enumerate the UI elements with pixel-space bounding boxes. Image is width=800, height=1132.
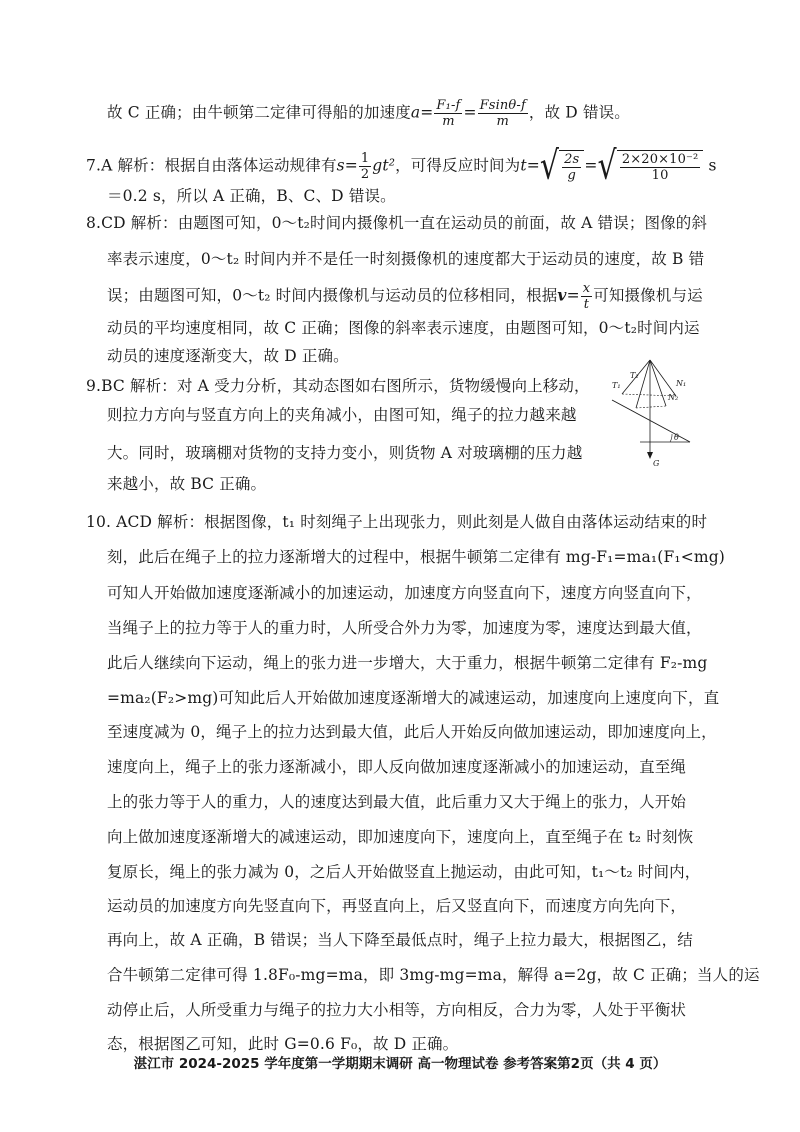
equals: = bbox=[566, 286, 580, 305]
line-27: 动停止后，人所受重力与绳子的拉力大小相等，方向相反，合力为零，人处于平衡状 bbox=[107, 1001, 687, 1019]
normal-n2-line bbox=[650, 360, 666, 406]
tension-t2-line bbox=[636, 360, 650, 408]
equals: = bbox=[420, 103, 434, 122]
numerator: 2×20×10⁻² bbox=[621, 152, 699, 167]
numerator: x bbox=[582, 281, 591, 296]
gravity-arrowhead bbox=[647, 452, 653, 459]
line-11: 大。同时，玻璃棚对货物的支持力变小，则货物 A 对玻璃棚的压力越 bbox=[107, 444, 583, 462]
line-20: 速度向上，绳子上的张力逐渐减小，即人反向做加速度逐渐减小的加速运动，直至绳 bbox=[107, 758, 687, 776]
page-footer: 湛江市 2024-2025 学年度第一学期期末调研 高一物理试卷 参考答案第2页（共 4 页） bbox=[133, 1056, 667, 1072]
equals: = bbox=[584, 156, 598, 175]
line-10: 则拉力方向与竖直方向上的夹角减小，由图可知，绳子的拉力越来越 bbox=[107, 406, 577, 424]
text: 可知摄像机与运 bbox=[593, 286, 703, 305]
label-g: G bbox=[653, 459, 660, 468]
equals: = bbox=[344, 156, 358, 175]
fraction-half bbox=[359, 151, 371, 182]
line-17: 此后人继续向下运动，绳上的张力进一步增大，大于重力，根据牛顿第二定律有 F₂-mg bbox=[107, 654, 708, 672]
line-24: 运动员的加速度方向先竖直向下，再竖直向上，后又竖直向下，而速度方向先向下， bbox=[107, 897, 687, 915]
radical-sign: √ bbox=[539, 143, 560, 189]
equals: = bbox=[526, 156, 540, 175]
line-7: 动员的平均速度相同，故 C 正确；图像的斜率表示速度，由题图可知，0～t₂时间内运 bbox=[107, 319, 700, 337]
line-1 bbox=[107, 98, 630, 129]
gt-squared: gt² bbox=[372, 156, 396, 175]
text: 误；由题图可知，0～t₂ 时间内摄像机与运动员的位移相同，根据 bbox=[107, 286, 558, 305]
line-28: 态，根据图乙可知，此时 G=0.6 F₀，故 D 正确。 bbox=[107, 1035, 459, 1053]
line-16: 当绳子上的拉力等于人的重力时，人所受合外力为零，加速度为零，速度达到最大值， bbox=[107, 619, 702, 637]
numerator: 2s bbox=[564, 152, 580, 167]
line-6 bbox=[107, 281, 703, 312]
text: ，可得反应时间为 bbox=[395, 156, 521, 175]
construction-line bbox=[636, 406, 666, 408]
line-26: 合牛顿第二定律可得 1.8F₀-mg=ma，即 3mg-mg=ma，解得 a=2g，故 C 正确；当人的运 bbox=[107, 966, 760, 984]
label-n2: N₂ bbox=[668, 393, 679, 402]
text: 故 C 正确；由牛顿第二定律可得船的加速度 bbox=[107, 103, 411, 122]
label-n1: N₁ bbox=[676, 379, 687, 388]
sqrt-expression bbox=[597, 143, 704, 189]
fraction bbox=[562, 152, 581, 183]
line-21: 上的张力等于人的重力，人的速度达到最大值，此后重力又大于绳上的张力，人开始 bbox=[107, 793, 687, 811]
fraction bbox=[581, 281, 592, 312]
line-12: 来越小，故 BC 正确。 bbox=[107, 475, 267, 493]
equals: = bbox=[463, 103, 477, 122]
force-diagram bbox=[610, 356, 692, 470]
label-theta: θ bbox=[674, 433, 679, 442]
numerator: Fsinθ-f bbox=[479, 98, 526, 113]
var-t: t bbox=[520, 156, 527, 175]
sqrt-expression bbox=[539, 143, 585, 189]
line-18: =ma₂(F₂>mg)可知此后人开始做加速度逐渐增大的减速运动，加速度向上速度向下，直 bbox=[107, 689, 720, 707]
unit: s bbox=[708, 156, 717, 175]
denominator: 10 bbox=[651, 168, 669, 183]
text: 7.A 解析：根据自由落体运动规律有 bbox=[86, 156, 337, 175]
line-14: 刻，此后在绳子上的拉力逐渐增大的过程中，根据牛顿第二定律有 mg-F₁=ma₁(F₁<mg) bbox=[107, 548, 725, 566]
line-23: 复原长，绳上的张力减为 0，之后人开始做竖直上抛运动，由此可知，t₁～t₂ 时间内， bbox=[107, 863, 701, 881]
normal-n1-line bbox=[650, 360, 676, 396]
label-t2: T₂ bbox=[630, 371, 639, 380]
denominator: 2 bbox=[360, 167, 370, 182]
line-5: 率表示速度，0～t₂ 时间内并不是任一时刻摄像机的速度都大于运动员的速度，故 B 错 bbox=[107, 250, 705, 268]
line-4: 8.CD 解析：由题图可知，0～t₂时间内摄像机一直在运动员的前面，故 A 错误；图像的斜 bbox=[86, 214, 708, 232]
radical-sign: √ bbox=[597, 143, 617, 189]
line-9: 9.BC 解析：对 A 受力分析，其动态图如右图所示，货物缓慢向上移动， bbox=[86, 377, 590, 395]
line-19: 至速度减为 0，绳子上的拉力达到最大值，此后人开始反向做加速运动，即加速度向上， bbox=[107, 723, 717, 741]
var-v-bar: v bbox=[557, 285, 567, 305]
fraction bbox=[434, 98, 462, 129]
denominator: g bbox=[567, 168, 576, 183]
numerator: 1 bbox=[360, 151, 370, 166]
line-8: 动员的速度逐渐变大，故 D 正确。 bbox=[107, 347, 349, 365]
line-2 bbox=[86, 143, 717, 189]
line-22: 向上做加速度逐渐增大的减速运动，即加速度向下，速度向上，直至绳子在 t₂ 时刻恢 bbox=[107, 828, 694, 846]
line-13: 10. ACD 解析：根据图像，t₁ 时刻绳子上出现张力，则此刻是人做自由落体运动结束的时 bbox=[86, 513, 708, 531]
numerator: F₁-f bbox=[436, 98, 461, 113]
angle-arc bbox=[670, 434, 672, 442]
denominator: m bbox=[496, 114, 509, 129]
line-3: ＝0.2 s，所以 A 正确，B、C、D 错误。 bbox=[107, 187, 396, 205]
line-15: 可知人开始做加速度逐渐减小的加速运动，加速度方向竖直向下，速度方向竖直向下， bbox=[107, 584, 702, 602]
fraction bbox=[620, 152, 701, 183]
denominator: t bbox=[583, 297, 590, 312]
label-t1: T₁ bbox=[612, 381, 621, 390]
denominator: m bbox=[442, 114, 455, 129]
fraction bbox=[478, 98, 528, 129]
var-s: s bbox=[336, 156, 345, 175]
line-25: 再向上，故 A 正确，B 错误；当人下降至最低点时，绳子上拉力最大，根据图乙，结 bbox=[107, 931, 693, 949]
var-a: a bbox=[410, 103, 421, 122]
text: ，故 D 错误。 bbox=[528, 103, 630, 122]
